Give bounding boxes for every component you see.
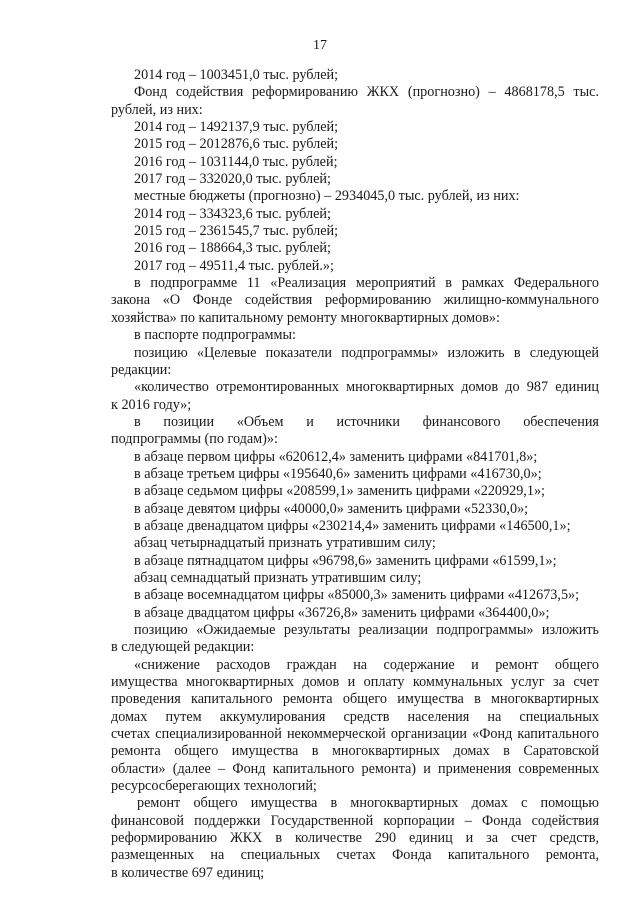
text-line: домах путем аккумулирования средств населения на специальных <box>111 708 599 725</box>
text-line: хозяйства» по капитальному ремонту многоквартирных домов»: <box>111 309 500 326</box>
text-line: в абзаце девятом цифры «40000,0» заменить цифрами «52330,0»; <box>134 500 529 517</box>
text-line: Фонд содействия реформированию ЖКХ (прогнозно) – 4868178,5 тыс. <box>134 84 599 101</box>
text-line: абзац четырнадцатый признать утратившим силу; <box>134 535 436 552</box>
word: в <box>134 413 141 430</box>
word: позиции <box>163 413 215 430</box>
text-line: 2015 год – 2012876,6 тыс. рублей; <box>134 136 339 153</box>
text-line: счетах специализированной некоммерческой организации «Фонд капитального <box>111 726 599 743</box>
text-line: в абзаце первом цифры «620612,4» заменить цифрами «841701,8»; <box>134 448 538 465</box>
text-line: 2014 год – 1003451,0 тыс. рублей; <box>134 67 339 83</box>
word: источники <box>336 413 400 430</box>
text-line: имущества многоквартирных домов и оплату коммунальных услуг за счет <box>111 674 599 691</box>
text-line: 2017 год – 332020,0 тыс. рублей; <box>134 171 331 188</box>
word: и <box>306 413 314 430</box>
text-line: «количество отремонтированных многоквартирных домов до 987 единиц <box>134 379 599 396</box>
text-line: редакции: <box>111 361 172 378</box>
text-line: в следующей редакции: <box>111 639 255 656</box>
text-line: 2016 год – 1031144,0 тыс. рублей; <box>134 153 338 170</box>
text-line: в абзаце третьем цифры «195640,6» заменить цифрами «416730,0»; <box>134 465 542 482</box>
page-number: 17 <box>313 38 327 53</box>
text-line: в абзаце седьмом цифры «208599,1» заменить цифрами «220929,1»; <box>134 483 545 500</box>
text-line: ремонта общего имущества в многоквартирных домах в Саратовской <box>111 743 599 760</box>
text-line: в абзаце двенадцатом цифры «230214,4» заменить цифрами «146500,1»; <box>134 517 571 534</box>
text-line: в паспорте подпрограммы: <box>134 327 296 344</box>
text-line: в количестве 697 единиц; <box>111 864 265 881</box>
text-line: к 2016 году»; <box>111 396 192 413</box>
text-line: 2016 год – 188664,3 тыс. рублей; <box>134 240 331 257</box>
text-line: ремонт общего имущества в многоквартирных домах с помощью <box>137 795 599 812</box>
text-line: в абзаце двадцатом цифры «36726,8» заменить цифрами «364400,0»; <box>134 604 550 621</box>
text-line: 2014 год – 334323,6 тыс. рублей; <box>134 205 331 222</box>
text-line <box>111 414 599 431</box>
text-line: проведения капитального ремонта общего имущества в многоквартирных <box>111 691 599 708</box>
text-line: размещенных на специальных счетах Фонда капитального ремонта, <box>111 847 599 864</box>
text-line: финансовой поддержки Государственной корпорации – Фонда содействия <box>111 812 599 829</box>
text-line: позицию «Целевые показатели подпрограммы» изложить в следующей <box>134 344 599 361</box>
word: финансового <box>422 413 501 430</box>
text-line: закона «О Фонде содействия реформированию жилищно-коммунального <box>111 292 599 309</box>
text-line: в подпрограмме 11 «Реализация мероприятий в рамках Федерального <box>134 275 599 292</box>
word: «Объем <box>236 413 284 430</box>
text-line: местные бюджеты (прогнозно) – 2934045,0 тыс. рублей, из них: <box>134 188 520 205</box>
text-line: подпрограммы (по годам)»: <box>111 431 278 448</box>
text-line: в абзаце пятнадцатом цифры «96798,6» заменить цифрами «61599,1»; <box>134 552 557 569</box>
text-line: в абзаце восемнадцатом цифры «85000,3» заменить цифрами «412673,5»; <box>134 587 580 604</box>
document-body <box>111 67 599 882</box>
text-line: области» (далее – Фонд капитального ремонта) и применения современных <box>111 760 599 777</box>
text-line: 2017 год – 49511,4 тыс. рублей.»; <box>134 257 334 274</box>
text-line: абзац семнадцатый признать утратившим силу; <box>134 569 422 586</box>
text-line: реформированию ЖКХ в количестве 290 единиц и за счет средств, <box>111 830 599 847</box>
text-line: позицию «Ожидаемые результаты реализации подпрограммы» изложить <box>134 622 599 638</box>
text-line: рублей, из них: <box>111 101 203 118</box>
text-line: 2015 год – 2361545,7 тыс. рублей; <box>134 223 339 240</box>
text-line: ресурсосберегающих технологий; <box>111 778 317 795</box>
text-line: 2014 год – 1492137,9 тыс. рублей; <box>134 119 339 136</box>
text-line: «снижение расходов граждан на содержание и ремонт общего <box>134 656 599 673</box>
word: обеспечения <box>523 413 599 430</box>
